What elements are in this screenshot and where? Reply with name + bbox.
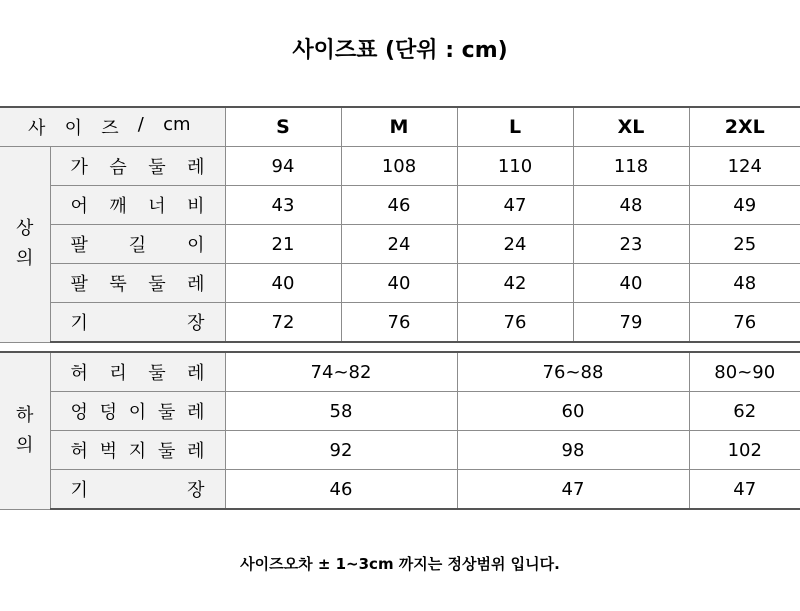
size-header-xl: XL xyxy=(573,107,689,147)
table-row xyxy=(0,264,800,303)
label-char: 이 xyxy=(128,402,147,423)
table-cell: 92 xyxy=(225,431,457,470)
table-cell: 108 xyxy=(341,147,457,186)
row-label-cell xyxy=(50,392,225,431)
label-char: 리 xyxy=(109,363,127,384)
table-row xyxy=(0,147,800,186)
row-label-cell xyxy=(50,264,225,303)
header-char: 이 xyxy=(64,118,82,139)
table-row xyxy=(0,303,800,343)
label-char: 깨 xyxy=(109,196,127,217)
table-cell: 46 xyxy=(341,186,457,225)
header-char: 사 xyxy=(28,118,46,139)
label-char: 엉 xyxy=(70,402,88,423)
table-cell: 72 xyxy=(225,303,341,343)
row-label-cell xyxy=(50,470,225,510)
row-label-cell xyxy=(50,186,225,225)
table-cell: 76 xyxy=(689,303,800,343)
table-cell: 124 xyxy=(689,147,800,186)
label-char: 허 xyxy=(70,363,88,384)
table-cell: 76~88 xyxy=(457,352,689,392)
label-char: 둘 xyxy=(148,363,166,384)
table-cell: 46 xyxy=(225,470,457,510)
label-char: 장 xyxy=(187,480,205,501)
table-cell: 42 xyxy=(457,264,573,303)
table-cell: 94 xyxy=(225,147,341,186)
table-cell: 43 xyxy=(225,186,341,225)
label-char: 둘 xyxy=(148,274,166,295)
label-char: 어 xyxy=(70,196,88,217)
label-char: 레 xyxy=(187,274,205,295)
label-char: 둘 xyxy=(157,402,176,423)
label-char: 레 xyxy=(187,363,205,384)
table-cell: 48 xyxy=(689,264,800,303)
label-char: 지 xyxy=(128,441,147,462)
label-char: 기 xyxy=(70,480,88,501)
label-char: 이 xyxy=(187,235,205,256)
label-char: 슴 xyxy=(109,157,127,178)
label-char: 레 xyxy=(187,441,205,462)
table-cell: 79 xyxy=(573,303,689,343)
table-cell: 47 xyxy=(689,470,800,510)
table-cell: 47 xyxy=(457,186,573,225)
table-cell: 80~90 xyxy=(689,352,800,392)
label-char: 뚝 xyxy=(109,274,127,295)
group-char: 하 xyxy=(16,404,34,426)
label-char: 벅 xyxy=(99,441,118,462)
row-label xyxy=(51,359,225,385)
row-label xyxy=(51,398,225,424)
table-cell: 76 xyxy=(341,303,457,343)
group-char: 상 xyxy=(16,218,34,240)
table-cell: 98 xyxy=(457,431,689,470)
header-label xyxy=(0,114,225,140)
table-cell: 62 xyxy=(689,392,800,431)
header-label-cell xyxy=(0,107,225,147)
top-size-table xyxy=(0,106,800,343)
table-cell: 24 xyxy=(457,225,573,264)
row-label-cell xyxy=(50,147,225,186)
label-char: 팔 xyxy=(70,274,88,295)
label-char: 둘 xyxy=(157,441,176,462)
table-cell: 58 xyxy=(225,392,457,431)
table-row xyxy=(0,431,800,470)
table-row xyxy=(0,392,800,431)
header-char: / xyxy=(137,114,144,135)
table-cell: 60 xyxy=(457,392,689,431)
label-char: 허 xyxy=(70,441,88,462)
row-label xyxy=(51,153,225,179)
table-cell: 76 xyxy=(457,303,573,343)
table-cell: 40 xyxy=(573,264,689,303)
label-char: 비 xyxy=(187,196,205,217)
label-char: 가 xyxy=(70,157,88,178)
bottom-size-table xyxy=(0,351,800,510)
label-char: 덩 xyxy=(99,402,118,423)
row-label-cell xyxy=(50,303,225,343)
row-label xyxy=(51,270,225,296)
top-group-label xyxy=(0,147,50,343)
page-title: 사이즈표 (단위 : cm) xyxy=(292,38,508,63)
row-label xyxy=(51,476,225,502)
label-char: 레 xyxy=(187,157,205,178)
table-cell: 110 xyxy=(457,147,573,186)
row-label xyxy=(51,309,225,335)
table-cell: 118 xyxy=(573,147,689,186)
table-cell: 25 xyxy=(689,225,800,264)
header-row xyxy=(0,107,800,147)
label-char: 기 xyxy=(70,313,88,334)
size-tolerance-note: 사이즈오차 ± 1~3cm 까지는 정상범위 입니다. xyxy=(240,555,560,573)
label-char: 너 xyxy=(148,196,166,217)
bottom-group-label xyxy=(0,352,50,509)
size-header-2xl: 2XL xyxy=(689,107,800,147)
label-char: 길 xyxy=(128,235,147,256)
size-header-s: S xyxy=(225,107,341,147)
row-label-cell xyxy=(50,352,225,392)
header-char: cm xyxy=(163,114,191,135)
row-label xyxy=(51,192,225,218)
table-cell: 102 xyxy=(689,431,800,470)
size-header-l: L xyxy=(457,107,573,147)
header-char: 즈 xyxy=(101,118,119,139)
row-label-cell xyxy=(50,431,225,470)
table-cell: 48 xyxy=(573,186,689,225)
label-char: 둘 xyxy=(148,157,166,178)
table-row xyxy=(0,352,800,392)
table-row xyxy=(0,225,800,264)
table-row xyxy=(0,186,800,225)
table-cell: 47 xyxy=(457,470,689,510)
label-char: 팔 xyxy=(70,235,88,256)
table-cell: 40 xyxy=(225,264,341,303)
table-cell: 24 xyxy=(341,225,457,264)
table-cell: 74~82 xyxy=(225,352,457,392)
label-char: 장 xyxy=(187,313,205,334)
row-label xyxy=(51,437,225,463)
row-label-cell xyxy=(50,225,225,264)
row-label xyxy=(51,231,225,257)
size-header-m: M xyxy=(341,107,457,147)
table-cell: 21 xyxy=(225,225,341,264)
table-cell: 23 xyxy=(573,225,689,264)
label-char: 레 xyxy=(187,402,205,423)
table-cell: 49 xyxy=(689,186,800,225)
table-cell: 40 xyxy=(341,264,457,303)
group-char: 의 xyxy=(16,434,34,456)
group-char: 의 xyxy=(16,248,34,270)
table-row xyxy=(0,470,800,510)
